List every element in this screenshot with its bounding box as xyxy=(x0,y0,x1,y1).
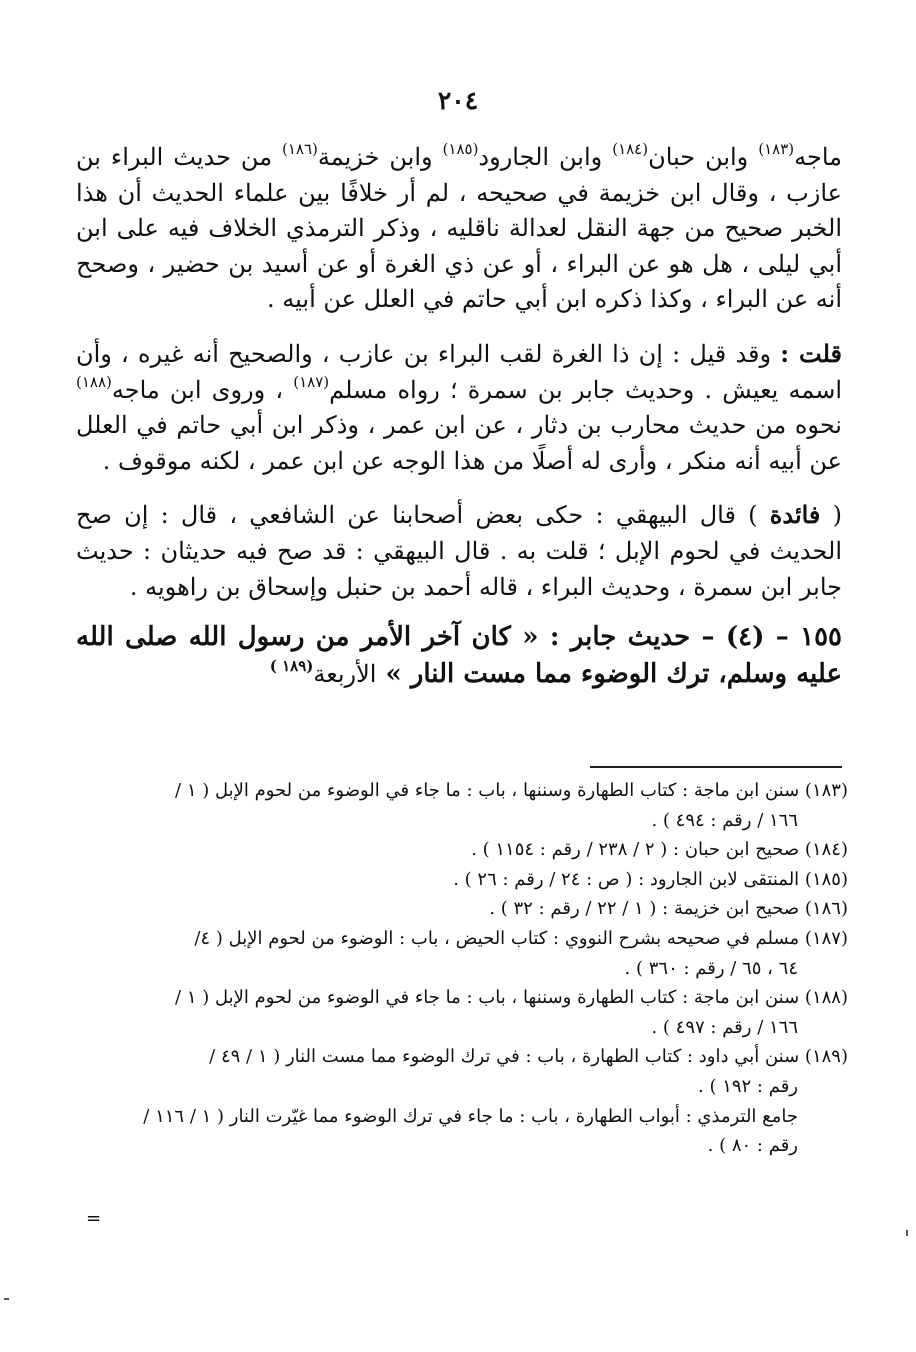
main-text xyxy=(76,140,842,711)
footnotes xyxy=(76,776,848,1161)
footnote xyxy=(76,835,848,865)
text-run: ، وروى ابن ماجه xyxy=(111,375,294,404)
paragraph xyxy=(76,497,842,605)
footnote-ref[interactable]: (١٨٣) xyxy=(758,140,795,158)
text-run: من حديث البراء بن عازب ، وقال ابن خزيمة في صحيحه ، لم أر خلافًا بين علماء الحديث أن هذا الخبر صحيح من جهة النقل لعدالة ناقليه ، وذكر الترمذي الخلاف فيه على ابن أبي ليلى ، هل هو عن البراء ، أو عن ذي الغرة أو عن أسيد بن حضير ، وصحح أنه عن البراء ، وكذا ذكره ابن أبي حاتم في العلل عن أبيه . xyxy=(76,143,842,314)
footnote-ref[interactable]: (١٨٥) xyxy=(442,140,479,158)
text-run: ) قال البيهقي : حكى بعض أصحابنا عن الشافعي ، قال : إن صح الحديث في لحوم الإبل ؛ قلت به . قال البيهقي : قد صح فيه حديثان : حديث جابر ابن سمرة ، وحديث البراء ، قاله أحمد بن حنبل وإسحاق بن راهويه . xyxy=(76,501,842,601)
hadith-sources: الأربعة xyxy=(313,660,377,689)
scan-speck xyxy=(4,1298,9,1300)
footnote-separator xyxy=(590,766,842,768)
footnote-ref[interactable]: (١٨٩ ) xyxy=(269,657,314,676)
hadith-number: ١٥٥ – (٤) – حديث جابر : xyxy=(549,622,843,653)
text-run: ماجه xyxy=(794,143,842,171)
page-number: ٢٠٤ xyxy=(437,86,479,115)
scan-speck xyxy=(906,1230,908,1236)
footnote-continuation: ١٦٦ / رقم : ٤٩٤ ) . xyxy=(651,809,798,831)
margin-mark: = xyxy=(86,1208,102,1229)
paragraph xyxy=(76,140,842,318)
footnote-ref[interactable]: (١٨٧) xyxy=(293,372,330,391)
text-run: وابن حبان xyxy=(648,143,759,171)
hadith-heading xyxy=(76,619,842,693)
footnote-text: سنن ابن ماجة : كتاب الطهارة وسننها ، باب : ما جاء في الوضوء من لحوم الإبل ( ١ / xyxy=(175,780,800,801)
bold-label: قلت : xyxy=(780,338,842,368)
footnote xyxy=(76,776,848,806)
footnote-text: سنن أبي داود : كتاب الطهارة ، باب : في ترك الوضوء مما مست النار ( ١ / ٤٩ / xyxy=(209,1046,800,1068)
text-run: وقد قيل : إن ذا الغرة لقب البراء بن عازب ، والصحيح أنه غيره ، وأن اسمه يعيش . وحديث جابر بن سمرة ؛ رواه مسلم xyxy=(76,339,842,404)
footnote xyxy=(76,924,848,954)
hadith-text: « كان آخر الأمر من رسول الله صلى الله عليه وسلم، ترك الوضوء مما مست النار » xyxy=(76,622,842,690)
footnote-ref[interactable]: (١٨٦) xyxy=(282,140,318,158)
footnote-ref[interactable]: (١٨٨) xyxy=(76,372,112,391)
footnote-text: جامع الترمذي : أبواب الطهارة ، باب : ما جاء في ترك الوضوء مما غيّرت النار ( ١ / ١١٦ / xyxy=(143,1105,798,1127)
footnote xyxy=(76,894,848,924)
footnote-text: مسلم في صحيحه بشرح النووي : كتاب الحيض ، باب : الوضوء من لحوم الإبل ( ٤/ xyxy=(194,927,800,949)
footnote-number: (١٨٨) xyxy=(804,987,848,1009)
footnote-number: (١٨٣) xyxy=(804,780,848,801)
footnote-number: (١٨٩) xyxy=(804,1046,848,1068)
paragraph xyxy=(76,336,842,479)
text-run: نحوه من حديث محارب بن دثار ، عن ابن عمر ، وذكر ابن أبي حاتم في العلل عن أبيه أنه منكر ، وأرى له أصلًا من هذا الوجه عن ابن عمر ، لكنه موقوف . xyxy=(76,411,842,475)
text-run: ( xyxy=(820,501,842,530)
footnote-number: (١٨٧) xyxy=(804,927,848,949)
footnote-text: صحيح ابن حبان : ( ٢ / ٢٣٨ / رقم : ١١٥٤ ) . xyxy=(471,839,800,861)
footnote-number: (١٨٥) xyxy=(804,868,848,890)
footnote-continuation: رقم : ١٩٢ ) . xyxy=(698,1075,798,1097)
footnote-continuation: رقم : ٨٠ ) . xyxy=(707,1135,798,1157)
text-run: وابن خزيمة xyxy=(317,143,443,171)
footnote-text: المنتقى لابن الجارود : ( ص : ٢٤ / رقم : ٢٦ ) . xyxy=(453,868,800,890)
footnote-text: سنن ابن ماجة : كتاب الطهارة وسننها ، باب : ما جاء في الوضوء من لحوم الإبل ( ١ / xyxy=(175,987,800,1009)
footnote xyxy=(76,865,848,895)
text-run: وابن الجارود xyxy=(478,143,613,171)
footnote-number: (١٨٤) xyxy=(804,839,848,861)
bold-label: فائدة xyxy=(769,500,821,530)
footnote xyxy=(76,983,848,1013)
footnote-number: (١٨٦) xyxy=(804,898,848,920)
footnote-continuation: ١٦٦ / رقم : ٤٩٧ ) . xyxy=(651,1016,798,1038)
footnote xyxy=(76,1042,848,1072)
footnote-text: صحيح ابن خزيمة : ( ١ / ٢٢ / رقم : ٣٢ ) . xyxy=(489,898,800,920)
footnote-ref[interactable]: (١٨٤) xyxy=(612,140,649,158)
footnote-continuation: ٦٤ ، ٦٥ / رقم : ٣٦٠ ) . xyxy=(624,957,798,979)
